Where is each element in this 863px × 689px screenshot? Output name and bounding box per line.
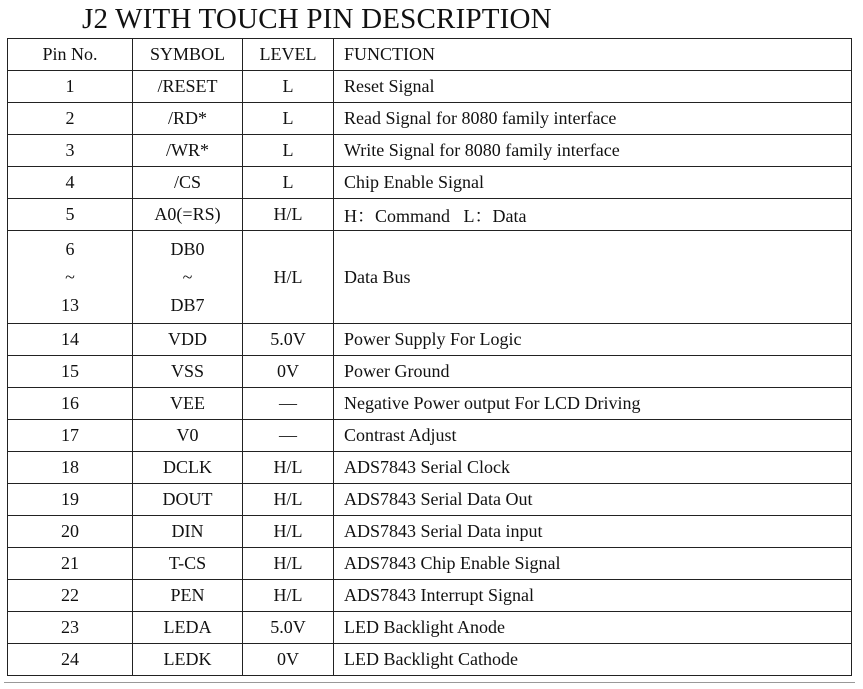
level-cell: 0V	[243, 356, 334, 388]
pin-cell: 5	[8, 199, 133, 231]
level-cell: H/L	[243, 452, 334, 484]
pin-cell: 16	[8, 388, 133, 420]
function-cell: Power Ground	[334, 356, 852, 388]
table-row	[8, 135, 852, 167]
function-cell: ADS7843 Interrupt Signal	[334, 580, 852, 612]
symbol-cell: PEN	[133, 580, 243, 612]
header-function: FUNCTION	[334, 39, 852, 71]
function-cell: LED Backlight Cathode	[334, 644, 852, 676]
symbol-cell: /RD*	[133, 103, 243, 135]
pin-cell: 20	[8, 516, 133, 548]
level-cell: L	[243, 103, 334, 135]
symbol-cell: DCLK	[133, 452, 243, 484]
symbol-cell: DOUT	[133, 484, 243, 516]
table-row	[8, 356, 852, 388]
symbol-cell: T-CS	[133, 548, 243, 580]
symbol-cell: DIN	[133, 516, 243, 548]
pin-cell: 17	[8, 420, 133, 452]
table-row	[8, 484, 852, 516]
level-cell: —	[243, 420, 334, 452]
bus-symbol-cell	[133, 231, 243, 324]
table-row	[8, 388, 852, 420]
bottom-divider	[4, 682, 855, 683]
symbol-cell: LEDK	[133, 644, 243, 676]
function-cell: H：Command L：Data	[334, 199, 852, 231]
function-cell: Read Signal for 8080 family interface	[334, 103, 852, 135]
pin-cell: 23	[8, 612, 133, 644]
pin-cell: 22	[8, 580, 133, 612]
table-row	[8, 452, 852, 484]
table-row	[8, 199, 852, 231]
table-row	[8, 103, 852, 135]
bus-pin-cell	[8, 231, 133, 324]
symbol-cell: VEE	[133, 388, 243, 420]
level-cell: 0V	[243, 644, 334, 676]
table-row	[8, 420, 852, 452]
symbol-cell: VDD	[133, 324, 243, 356]
pin-cell: 15	[8, 356, 133, 388]
table-row	[8, 612, 852, 644]
table-header-row	[8, 39, 852, 71]
function-cell: ADS7843 Serial Data Out	[334, 484, 852, 516]
level-cell: H/L	[243, 548, 334, 580]
table-row	[8, 644, 852, 676]
bus-pin-tilde: ~	[65, 267, 75, 287]
header-symbol: SYMBOL	[133, 39, 243, 71]
level-cell: L	[243, 135, 334, 167]
level-cell: H/L	[243, 580, 334, 612]
level-cell: H/L	[243, 516, 334, 548]
data-bus-row	[8, 231, 852, 324]
pin-cell: 19	[8, 484, 133, 516]
pin-cell: 21	[8, 548, 133, 580]
table-row	[8, 167, 852, 199]
symbol-cell: /CS	[133, 167, 243, 199]
pin-cell: 14	[8, 324, 133, 356]
pin-cell: 24	[8, 644, 133, 676]
page-title: J2 WITH TOUCH PIN DESCRIPTION	[82, 3, 552, 35]
table-row	[8, 516, 852, 548]
symbol-cell: LEDA	[133, 612, 243, 644]
function-cell: ADS7843 Serial Clock	[334, 452, 852, 484]
table-row	[8, 548, 852, 580]
bus-pin-start: 6	[65, 239, 75, 259]
symbol-cell: /RESET	[133, 71, 243, 103]
function-cell: Chip Enable Signal	[334, 167, 852, 199]
level-cell: H/L	[243, 199, 334, 231]
level-cell: H/L	[243, 484, 334, 516]
bus-pin-end: 13	[61, 295, 79, 315]
bus-function-cell: Data Bus	[334, 231, 852, 324]
level-cell: L	[243, 167, 334, 199]
function-cell: Negative Power output For LCD Driving	[334, 388, 852, 420]
symbol-cell: V0	[133, 420, 243, 452]
table-row	[8, 580, 852, 612]
function-cell: LED Backlight Anode	[334, 612, 852, 644]
symbol-cell: /WR*	[133, 135, 243, 167]
pin-cell: 4	[8, 167, 133, 199]
symbol-cell: A0(=RS)	[133, 199, 243, 231]
pin-cell: 1	[8, 71, 133, 103]
symbol-cell: VSS	[133, 356, 243, 388]
header-pin-no: Pin No.	[8, 39, 133, 71]
table-row	[8, 71, 852, 103]
level-cell: 5.0V	[243, 612, 334, 644]
function-cell: Contrast Adjust	[334, 420, 852, 452]
function-cell: ADS7843 Chip Enable Signal	[334, 548, 852, 580]
function-cell: ADS7843 Serial Data input	[334, 516, 852, 548]
bus-symbol-tilde: ~	[182, 267, 193, 287]
pin-cell: 2	[8, 103, 133, 135]
pin-cell: 3	[8, 135, 133, 167]
table-row	[8, 324, 852, 356]
header-level: LEVEL	[243, 39, 334, 71]
function-cell: Power Supply For Logic	[334, 324, 852, 356]
function-cell: Reset Signal	[334, 71, 852, 103]
level-cell: —	[243, 388, 334, 420]
function-cell: Write Signal for 8080 family interface	[334, 135, 852, 167]
pin-description-table	[7, 38, 852, 676]
bus-symbol-end: DB7	[170, 295, 205, 315]
level-cell: 5.0V	[243, 324, 334, 356]
level-cell: L	[243, 71, 334, 103]
pin-cell: 18	[8, 452, 133, 484]
bus-symbol-start: DB0	[170, 239, 205, 259]
table-body	[8, 71, 852, 676]
bus-level-cell: H/L	[243, 231, 334, 324]
